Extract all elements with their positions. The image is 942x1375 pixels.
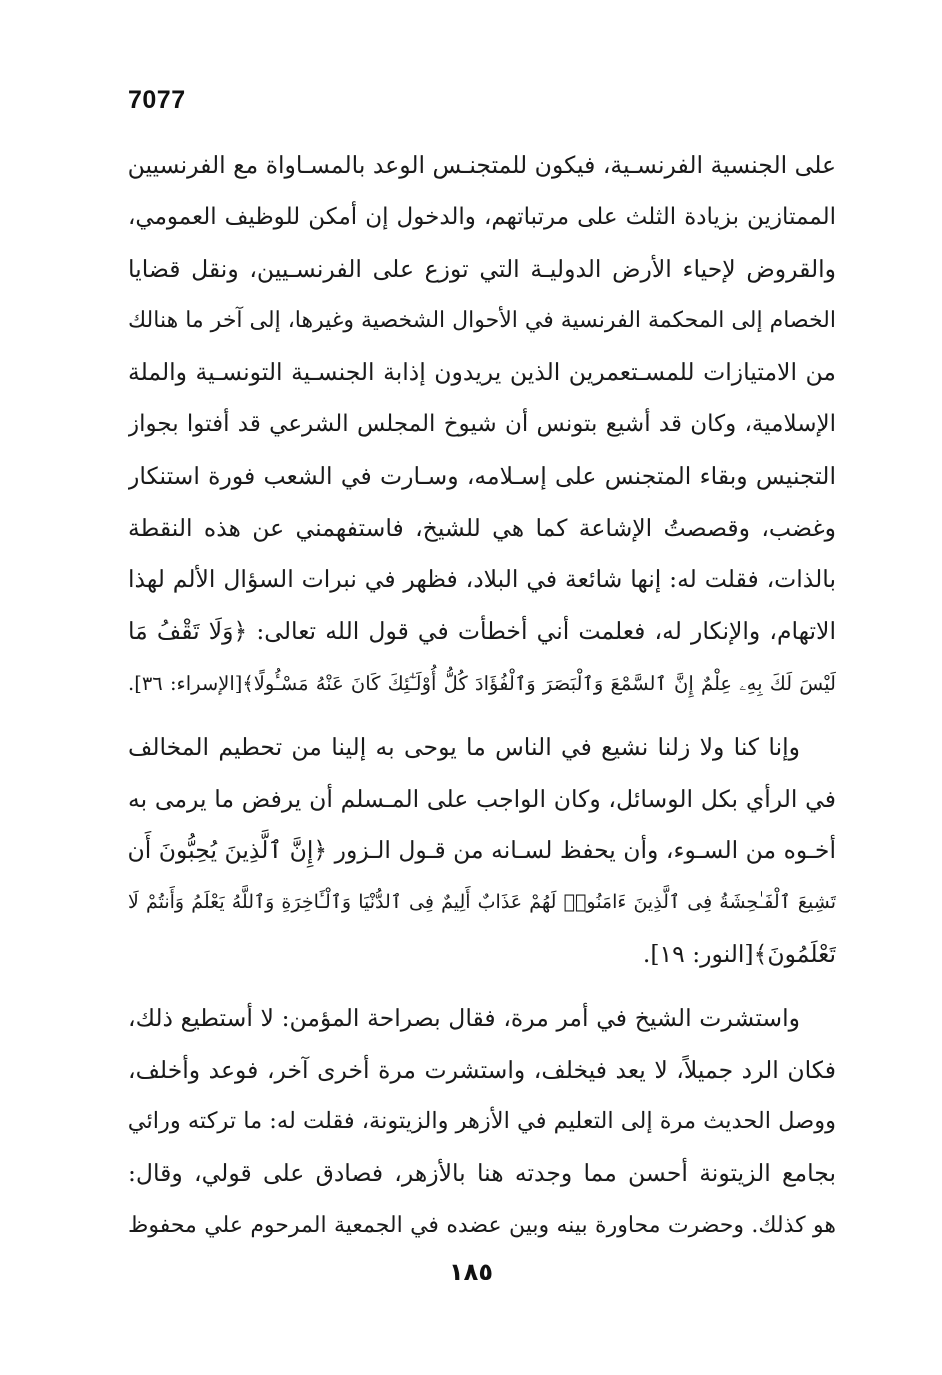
paragraph: [128, 140, 836, 710]
quran-verse-line: تَعْلَمُونَ﴾[النور: ١٩].: [642, 939, 836, 968]
text-line: هو كذلك. وحضرت محاورة بينه وبين عضده في الجمعية المرحوم علي محفوظ: [128, 1212, 836, 1238]
text-line: من الامتيازات للمسـتعمرين الذين يريدون إذابة الجنسـية التونسـية والملة: [128, 358, 836, 387]
text-line: والقروض لإحياء الأرض الدوليـة التي توزع على الفرنسـيين، ونقل قضايا: [128, 254, 836, 283]
text-line: على الجنسية الفرنسـية، فيكون للمتجنـس الوعد بالمسـاواة مع الفرنسيين: [128, 151, 836, 179]
text-line: واستشرت الشيخ في أمر مرة، فقال بصراحة المؤمن: لا أستطيع ذلك،: [128, 1003, 800, 1032]
text-line: الاتهام، والإنكار له، فعلمت أني أخطأت في قول الله تعالى: ﴿وَلَا تَقْفُ مَا: [128, 617, 836, 646]
text-line: الإسلامية، وكان قد أشيع بتونس أن شيوخ المجلس الشرعي قد أفتوا بجواز: [128, 410, 836, 437]
text-line: التجنيس وبقاء المتجنس على إسـلامه، وسـارت في الشعب فورة استنكار: [128, 461, 836, 490]
text-line: وغضب، وقصصتُ الإشاعة كما هي للشيخ، فاستفهمني عن هذه النقطة: [128, 513, 836, 542]
text-line: الممتازين بزيادة الثلث على مرتباتهم، والدخول إن أمكن للوظيف العمومي،: [128, 203, 836, 230]
paragraph-gap: [128, 981, 836, 993]
text-line: بجامع الزيتونة أحسن مما وجدته هنا بالأزهر، فصادق على قولي، وقال:: [128, 1159, 836, 1188]
text-line: بالذات، فقلت له: إنها شائعة في البلاد، فظهر في نبرات السؤال الألم لهذا: [128, 565, 836, 594]
body-text: [128, 140, 836, 1252]
paragraph-gap: [128, 710, 836, 722]
text-line: أخـوه من السـوء، وأن يحفظ لسـانه من قـول الـزور ﴿إِنَّ ٱلَّذِينَ يُحِبُّونَ أَن: [128, 836, 836, 865]
text-line: الخصام إلى المحكمة الفرنسية في الأحوال الشخصية وغيرها، إلى آخر ما هنالك: [128, 308, 836, 334]
quran-verse-line: لَيْسَ لَكَ بِهِۦ عِلْمٌ إِنَّ ٱلسَّمْعَ وَٱلْبَصَرَ وَٱلْفُؤَادَ كُلُّ أُوْلَـٰٓئِكَ كَانَ عَنْهُ مَسْـُٔولًا﴾[الإسراء: ٣٦].: [128, 671, 836, 695]
paragraph: [128, 722, 836, 981]
paragraph: [128, 993, 836, 1252]
page-id: 7077: [128, 86, 186, 114]
page-number: ١٨٥: [449, 1258, 493, 1286]
text-line: فكان الرد جميلاً، لا يعد فيخلف، واستشرت مرة أخرى آخر، فوعد وأخلف،: [128, 1055, 836, 1084]
text-line: وإنا كنا ولا زلنا نشيع في الناس ما يوحى به إلينا من تحطيم المخالف: [128, 732, 800, 761]
text-line: ووصل الحديث مرة إلى التعليم في الأزهر والزيتونة، فقلت له: ما تركته ورائي: [128, 1108, 836, 1135]
quran-verse-line: تَشِيعَ ٱلْفَـٰحِشَةُ فِى ٱلَّذِينَ ءَامَنُوا۟ لَهُمْ عَذَابٌ أَلِيمٌ فِى ٱلدُّنْيَا وَٱلْـَٔاخِرَةِ وَٱللَّهُ يَعْلَمُ وَأَنتُمْ لَا: [128, 891, 836, 914]
text-line: في الرأي بكل الوسائل، وكان الواجب على المـسلم أن يرفض ما يرمى به: [128, 784, 836, 813]
